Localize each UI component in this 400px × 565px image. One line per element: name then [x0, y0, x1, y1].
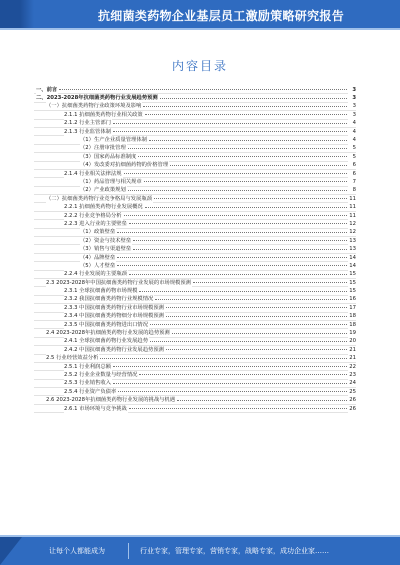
- toc-entry-page: 23: [349, 371, 356, 378]
- toc-entry-label: 2.3.1 全球抗细菌药物市场规模: [64, 288, 138, 295]
- toc-entry-label: 2.5.1 行业利润总额: [64, 363, 111, 370]
- toc-entry-label: 2.3 2023-2028年中国抗细菌类药物行业发展的市场规模预测: [46, 279, 191, 286]
- toc-entry-page: 8: [348, 186, 356, 194]
- table-of-contents: [34, 86, 356, 413]
- toc-entry-label: （2）资金与技术壁垒: [80, 237, 132, 244]
- toc-entry-page: 16: [349, 296, 356, 303]
- toc-leader-dots: [113, 383, 347, 384]
- toc-entry-page: 3: [348, 111, 356, 119]
- toc-entry-page: 17: [349, 304, 356, 311]
- toc-entry-label: 2.5.4 行业资产负债率: [64, 388, 117, 395]
- header-accent: [0, 0, 20, 28]
- toc-entry-page: 11: [349, 195, 356, 202]
- toc-entry-page: 11: [349, 204, 356, 211]
- toc-leader-dots: [149, 140, 347, 141]
- toc-entry-page: 14: [349, 254, 356, 261]
- toc-entry-page: 13: [349, 246, 356, 253]
- toc-entry-page: 13: [349, 237, 356, 244]
- toc-entry-label: （4）品牌壁垒: [80, 254, 116, 261]
- toc-entry-label: 2.1.4 行业相关法律法规: [64, 170, 122, 177]
- toc-entry-page: 26: [349, 405, 356, 412]
- toc-leader-dots: [145, 207, 347, 208]
- toc-entry-page: 25: [349, 388, 356, 395]
- toc-leader-dots: [133, 240, 347, 241]
- toc-entry-label: （2）注册审批管理: [80, 145, 126, 152]
- toc-entry-page: 3: [348, 86, 356, 94]
- toc-leader-dots: [144, 181, 347, 182]
- toc-entry-page: 3: [348, 94, 356, 102]
- toc-entry-page: 11: [349, 212, 356, 219]
- toc-entry-page: 6: [348, 161, 356, 169]
- toc-entry-page: 5: [348, 144, 356, 152]
- toc-entry-label: （二）抗细菌类药物行业竞争格局与发展瓶颈: [46, 195, 152, 202]
- toc-entry-page: 20: [349, 338, 356, 345]
- toc-entry-page: 5: [348, 153, 356, 161]
- toc-entry-label: （1）政策壁垒: [80, 229, 116, 236]
- toc-entry-label: 一、前言: [36, 86, 58, 93]
- toc-leader-dots: [117, 232, 347, 233]
- toc-leader-dots: [59, 89, 347, 90]
- toc-leader-dots: [128, 148, 347, 149]
- toc-entry-page: 4: [348, 119, 356, 127]
- toc-leader-dots: [124, 173, 347, 174]
- toc-leader-dots: [170, 165, 347, 166]
- toc-leader-dots: [128, 190, 347, 191]
- toc-entry-label: （1）生产企业质量管理体制: [80, 137, 147, 144]
- toc-leader-dots: [113, 366, 347, 367]
- toc-entry-label: 2.6 2023-2028年抗细菌类药物行业发展的挑战与机遇: [46, 397, 176, 404]
- toc-leader-dots: [113, 131, 347, 132]
- toc-entry-label: 二、2023-2028年抗细菌类药物行业发展趋势预测: [36, 95, 158, 102]
- report-title: 抗细菌类药物企业基层员工激励策略研究报告: [98, 9, 345, 23]
- toc-entry-label: 2.4.2 中国抗细菌类药物行业发展趋势预测: [64, 346, 164, 353]
- toc-entry-label: 2.2.4 行业发展的主要瓶颈: [64, 271, 127, 278]
- toc-entry-page: 22: [349, 363, 356, 370]
- toc-entry-page: 6: [348, 170, 356, 178]
- toc-entry-label: （1）药品管理与相关规章: [80, 179, 142, 185]
- toc-entry-page: 12: [349, 220, 356, 227]
- toc-leader-dots: [172, 333, 347, 334]
- toc-entry-label: （5）人才壁垒: [80, 262, 116, 269]
- toc-entry-page: 19: [349, 330, 356, 337]
- toc-entry-page: 15: [349, 271, 356, 278]
- toc-entry-label: 2.3.3 中国抗细菌类药物行业市场规模预测: [64, 304, 164, 311]
- toc-entry-label: 2.1.3 行业监管体制: [64, 128, 111, 135]
- toc-entry-page: 24: [349, 380, 356, 387]
- toc-leader-dots: [143, 106, 347, 107]
- toc-leader-dots: [139, 374, 347, 375]
- toc-leader-dots: [139, 291, 347, 292]
- toc-leader-dots: [117, 257, 347, 258]
- toc-leader-dots: [138, 156, 347, 157]
- toc-entry-label: 2.1.1 抗细菌类药物行业相关政策: [64, 111, 143, 118]
- toc-entry-page: 21: [349, 346, 356, 353]
- toc-entry-label: 2.5 行业经营效益分析: [46, 355, 99, 362]
- toc-entry-label: 2.3.4 中国抗细菌类药物细分市场规模预测: [64, 313, 164, 320]
- toc-leader-dots: [166, 307, 347, 308]
- toc-entry-label: （4）发改委对抗细菌药物的价格管理: [80, 162, 169, 169]
- toc-entry-page: 7: [348, 178, 356, 186]
- toc-leader-dots: [150, 341, 347, 342]
- toc-entry-page: 4: [348, 128, 356, 136]
- toc-leader-dots: [166, 316, 347, 317]
- toc-entry-page: 12: [349, 229, 356, 236]
- toc-entry-label: 2.3.2 我国抗细菌类药物行业规模情况: [64, 296, 154, 303]
- toc-entry-label: （3）销售与渠道壁垒: [80, 246, 132, 253]
- toc-entry-label: 2.1.2 行业主管部门: [64, 120, 111, 127]
- header-bar: [0, 0, 400, 28]
- toc-leader-dots: [154, 198, 347, 199]
- toc-leader-dots: [129, 223, 347, 224]
- toc-entry-page: 26: [349, 397, 356, 404]
- toc-leader-dots: [113, 123, 347, 124]
- footer-separator: [128, 543, 129, 559]
- toc-leader-dots: [100, 358, 347, 359]
- footer-bar: [0, 537, 400, 565]
- toc-entry-label: 2.2.1 抗细菌类药物行业发展概况: [64, 204, 143, 211]
- footer-slogan-right: 行业专家，管理专家，营销专家，战略专家，成功企业家……: [140, 547, 329, 555]
- toc-leader-dots: [155, 299, 347, 300]
- header-divider: [0, 28, 400, 30]
- toc-entry-page: 3: [348, 102, 356, 110]
- footer-accent: [0, 537, 22, 565]
- toc-entry[interactable]: [34, 405, 356, 413]
- toc-entry-label: （2）产业政策规划: [80, 187, 126, 194]
- toc-leader-dots: [160, 98, 347, 99]
- toc-entry-page: 4: [348, 136, 356, 144]
- toc-leader-dots: [177, 400, 347, 401]
- toc-entry-page: 14: [349, 262, 356, 269]
- toc-leader-dots: [150, 324, 347, 325]
- toc-entry-label: 2.3.5 中国抗细菌类药物进出口情况: [64, 321, 149, 328]
- toc-entry-label: 2.5.3 行业销售收入: [64, 380, 111, 387]
- toc-entry-label: （一）抗细菌类药物行业政策环境及影响: [46, 103, 142, 110]
- toc-leader-dots: [117, 265, 347, 266]
- toc-entry-label: 2.4 2023-2028年抗细菌类药物行业发展的趋势预测: [46, 330, 170, 337]
- toc-entry-label: 2.5.2 行业企业数量与经营情况: [64, 371, 138, 378]
- toc-leader-dots: [133, 249, 347, 250]
- header-accent-gradient: [20, 0, 34, 28]
- toc-leader-dots: [129, 274, 347, 275]
- toc-entry-page: 15: [349, 279, 356, 286]
- toc-entry-label: 2.6.1 市场环境与竞争挑战: [64, 405, 127, 412]
- toc-leader-dots: [124, 215, 347, 216]
- toc-entry-page: 21: [349, 355, 356, 362]
- toc-entry-label: 2.2.2 行业竞争格局分析: [64, 212, 122, 219]
- toc-leader-dots: [193, 282, 347, 283]
- toc-leader-dots: [166, 349, 347, 350]
- toc-leader-dots: [118, 391, 347, 392]
- footer-slogan-left: 让每个人都能成为: [49, 547, 105, 555]
- toc-heading: 内容目录: [171, 59, 228, 73]
- toc-entry-page: 18: [349, 321, 356, 328]
- toc-entry-label: 2.4.1 全球抗细菌药物行业发展趋势: [64, 338, 149, 345]
- toc-entry-label: （3）国家药品标准制度: [80, 153, 137, 160]
- toc-entry-page: 18: [349, 313, 356, 320]
- toc-leader-dots: [129, 408, 347, 409]
- toc-leader-dots: [145, 114, 347, 115]
- toc-entry-page: 15: [349, 288, 356, 295]
- toc-entry-label: 2.2.3 进入行业的主要壁垒: [64, 220, 127, 227]
